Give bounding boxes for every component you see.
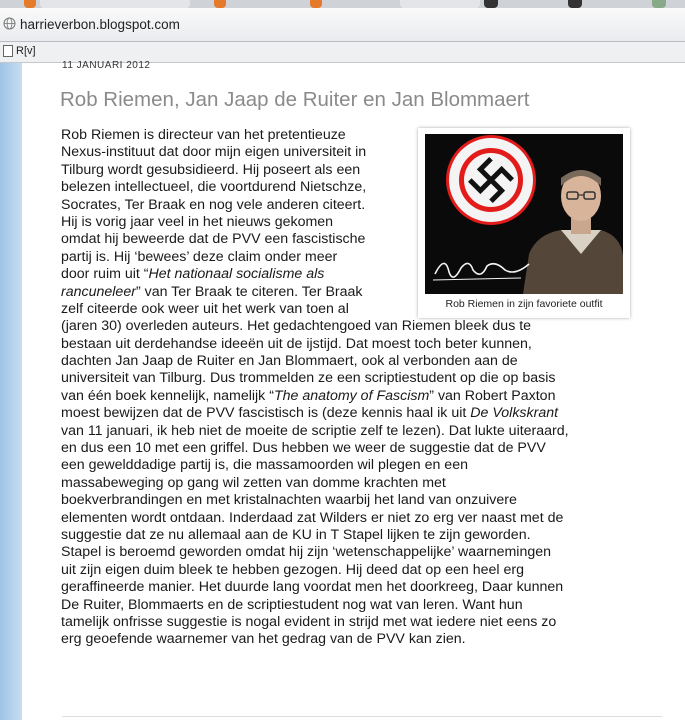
body-text-segment: door ruim uit “ [61,266,149,283]
body-text-segment: boekverbrandingen en met kristalnachten waarbij het land van onzuivere [61,492,517,509]
page-side-strip [0,63,22,720]
body-line [61,614,685,631]
post-body [61,127,685,649]
body-text-segment: bestaan uit derdehandse ideeën uit de ijstijd. Dat moest toch beter kunnen, [61,335,532,352]
body-text-segment: Stapel is beroemd geworden omdat hij zijn ‘wetenschappelijke’ waarnemingen [61,544,552,561]
browser-tab[interactable] [484,0,498,8]
body-text-segment: zelf citeerde ook weer uit het werk van toen al [61,300,349,317]
body-text-segment: tamelijk onfrisse suggestie is nogal evident in strijd met wat iedere niet eens zo [61,613,557,630]
body-text-segment: Socrates, Ter Braak en nog vele anderen citeert. [61,196,366,213]
body-line [61,475,685,492]
browser-tab[interactable] [214,0,226,8]
body-text-segment: universiteit van Tilburg. Dus trommelden ze een scriptiestudent op die op basis [61,370,556,387]
body-line [61,214,685,231]
post-date: 11 JANUARI 2012 [62,60,151,71]
image-caption: Rob Riemen in zijn favoriete outfit [445,298,603,310]
body-text-segment: Nexus-instituut dat door mijn eigen universiteit in [61,144,367,161]
body-line [61,631,685,648]
body-line [61,544,685,561]
body-line [61,144,685,161]
body-line [61,492,685,509]
body-line [61,318,685,335]
body-text-segment: een gewelddadige partij is, die massamoorden wil plegen en een [61,457,468,474]
body-text-segment: partij is. Hij ‘bewees’ deze claim onder meer [61,248,338,265]
body-text-segment: dachten Jan Jaap de Ruiter en Jan Blommaert, ook al verbonden aan de [61,353,518,370]
browser-tab[interactable] [652,0,666,8]
body-line [61,249,685,266]
emphasis-text: rancuneleer [61,283,136,300]
body-text-segment: ” van Robert Paxton [429,387,556,404]
body-text-segment: suggestie dat ze nu allemaal aan de KU in T Stapel lijken te zijn geworden. [61,526,531,543]
body-text-segment: Hij is vorig jaar veel in het nieuws gekomen [61,213,334,230]
body-line [61,562,685,579]
body-line [61,527,685,544]
emphasis-text: Het nationaal socialisme als [148,266,325,283]
body-line [61,266,685,283]
divider [62,716,662,717]
body-line [61,370,685,387]
body-text-segment: uit zijn eigen duim bleek te hebben gezogen. Hij deed dat op een heel erg [61,561,525,578]
body-line [61,197,685,214]
emphasis-text: The anatomy of Fascism [273,387,430,404]
tab-strip [0,0,685,8]
body-text-segment: van 11 januari, ik heb niet de moeite de scriptie zelf te lezen). Dat lukte uiteraard, [61,422,569,439]
body-line [61,179,685,196]
document-icon [3,45,13,57]
body-line [61,510,685,527]
body-line [61,127,685,144]
body-text-segment: omdat hij beweerde dat de PVV een fascistische [61,231,366,248]
body-text-segment: en dus een 10 met een griffel. Dus hebben we weer de suggestie dat de PVV [61,440,546,457]
body-text-segment: moest bewijzen dat de PVV fascistisch is (deze kennis haal ik uit [61,405,471,422]
body-line [61,405,685,422]
browser-tab[interactable] [40,0,190,8]
body-text-segment: belezen intellectueel, die voortdurend Nietschze, [61,179,367,196]
body-line [61,579,685,596]
body-line [61,353,685,370]
body-text-segment: De Ruiter, Blommaerts en de scriptiestudent nog wat van leren. Want hun [61,596,523,613]
body-line [61,336,685,353]
globe-icon [3,17,16,30]
browser-tab[interactable] [568,0,582,8]
body-line [61,597,685,614]
browser-tab[interactable] [24,0,36,8]
body-text-segment: (jaren 30) overleden auteurs. Het gedachtengoed van Riemen bleek dus te [61,318,532,335]
body-text-segment: ” van Ter Braak te citeren. Ter Braak [135,283,363,300]
post-title[interactable]: Rob Riemen, Jan Jaap de Ruiter en Jan Blommaert [60,88,530,111]
body-text-segment: massabeweging op gang wil zetten van domme krachten met [61,474,446,491]
body-line [61,457,685,474]
browser-tab[interactable] [400,0,480,8]
body-text-segment: van één boek kennelijk, namelijk “ [61,387,274,404]
url-text[interactable]: harrieverbon.blogspot.com [20,17,180,32]
browser-tab[interactable] [310,0,322,8]
body-text-segment: erg geoefende waarnemer van het gedrag van de PVV kan zien. [61,631,466,648]
body-line [61,301,685,318]
body-line [61,231,685,248]
body-text-segment: Tilburg wordt gesubsidieerd. Hij poseert als een [61,161,361,178]
bookmark-item[interactable]: R[v] [16,45,36,57]
body-line [61,284,685,301]
body-text-segment: Rob Riemen is directeur van het pretentieuze [61,127,346,143]
body-text-segment: geraffineerde manier. Het duurde lang voordat men het doorkreeg, Daar kunnen [61,579,564,596]
body-line [61,440,685,457]
body-line [61,162,685,179]
emphasis-text: De Volkskrant [470,405,559,422]
body-line [61,423,685,440]
body-text-segment: elementen wordt ontdaan. Inderdaad zat Wilders er niet zo erg ver naast met de [61,509,564,526]
body-line [61,388,685,405]
